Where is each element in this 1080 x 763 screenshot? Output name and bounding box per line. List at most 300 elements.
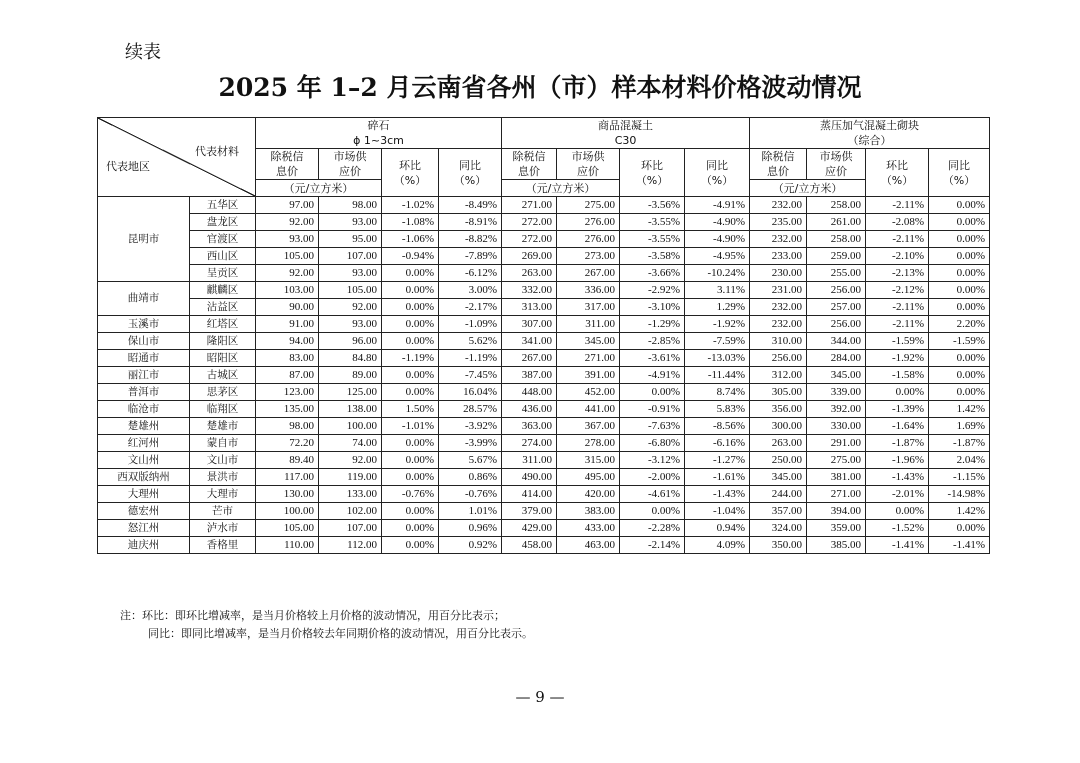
value-cell: 324.00 <box>750 520 807 537</box>
value-cell: 0.00% <box>382 520 439 537</box>
value-cell: -3.66% <box>620 265 685 282</box>
value-cell: 0.00% <box>929 350 990 367</box>
value-cell: 2.20% <box>929 316 990 333</box>
value-cell: 3.00% <box>439 282 502 299</box>
value-cell: 256.00 <box>750 350 807 367</box>
city-cell: 保山市 <box>98 333 190 350</box>
value-cell: -2.12% <box>866 282 929 299</box>
value-cell: 385.00 <box>807 537 866 554</box>
col-mom: 环比 （%） <box>382 149 439 197</box>
value-cell: 436.00 <box>502 401 557 418</box>
value-cell: 357.00 <box>750 503 807 520</box>
city-cell: 文山州 <box>98 452 190 469</box>
value-cell: 495.00 <box>557 469 620 486</box>
value-cell: -2.11% <box>866 316 929 333</box>
table-row <box>98 520 990 537</box>
value-cell: -1.59% <box>929 333 990 350</box>
value-cell: 93.00 <box>256 231 319 248</box>
value-cell: -1.19% <box>439 350 502 367</box>
value-cell: 5.62% <box>439 333 502 350</box>
value-cell: 89.00 <box>319 367 382 384</box>
table-row <box>98 350 990 367</box>
value-cell: 107.00 <box>319 248 382 265</box>
value-cell: 336.00 <box>557 282 620 299</box>
value-cell: -1.29% <box>620 316 685 333</box>
value-cell: -1.43% <box>866 469 929 486</box>
value-cell: 257.00 <box>807 299 866 316</box>
value-cell: -7.63% <box>620 418 685 435</box>
value-cell: 0.00% <box>929 231 990 248</box>
city-cell: 红河州 <box>98 435 190 452</box>
city-cell: 德宏州 <box>98 503 190 520</box>
value-cell: -8.91% <box>439 214 502 231</box>
city-cell: 普洱市 <box>98 384 190 401</box>
value-cell: 267.00 <box>502 350 557 367</box>
value-cell: 92.00 <box>256 214 319 231</box>
col-tax-excl: 除税信 息价 <box>502 149 557 180</box>
col-yoy: 同比 （%） <box>685 149 750 197</box>
value-cell: 300.00 <box>750 418 807 435</box>
district-cell: 芒市 <box>190 503 256 520</box>
value-cell: 0.00% <box>866 503 929 520</box>
value-cell: -2.01% <box>866 486 929 503</box>
value-cell: -3.55% <box>620 231 685 248</box>
value-cell: 276.00 <box>557 214 620 231</box>
table-row <box>98 265 990 282</box>
value-cell: 0.00% <box>382 265 439 282</box>
col-mom: 环比 （%） <box>866 149 929 197</box>
value-cell: 110.00 <box>256 537 319 554</box>
value-cell: 275.00 <box>807 452 866 469</box>
col-market: 市场供 应价 <box>319 149 382 180</box>
value-cell: 452.00 <box>557 384 620 401</box>
value-cell: -0.91% <box>620 401 685 418</box>
col-tax-excl: 除税信 息价 <box>256 149 319 180</box>
value-cell: -2.10% <box>866 248 929 265</box>
value-cell: 414.00 <box>502 486 557 503</box>
note-yoy: 同比：即同比增减率，是当月价格较去年同期价格的波动情况，用百分比表示。 <box>148 627 533 640</box>
table-row <box>98 537 990 554</box>
district-cell: 古城区 <box>190 367 256 384</box>
value-cell: 356.00 <box>750 401 807 418</box>
value-cell: 123.00 <box>256 384 319 401</box>
value-cell: 345.00 <box>807 367 866 384</box>
value-cell: -0.76% <box>439 486 502 503</box>
value-cell: 278.00 <box>557 435 620 452</box>
district-cell: 五华区 <box>190 197 256 214</box>
value-cell: 98.00 <box>319 197 382 214</box>
value-cell: -2.17% <box>439 299 502 316</box>
value-cell: -3.12% <box>620 452 685 469</box>
value-cell: 345.00 <box>557 333 620 350</box>
value-cell: -1.27% <box>685 452 750 469</box>
city-cell: 迪庆州 <box>98 537 190 554</box>
value-cell: 87.00 <box>256 367 319 384</box>
value-cell: -4.90% <box>685 231 750 248</box>
page-number: — 9 — <box>515 688 565 706</box>
value-cell: -1.41% <box>929 537 990 554</box>
value-cell: 0.00% <box>929 265 990 282</box>
value-cell: -13.03% <box>685 350 750 367</box>
value-cell: 1.42% <box>929 401 990 418</box>
value-cell: 272.00 <box>502 214 557 231</box>
table-row <box>98 333 990 350</box>
district-cell: 呈贡区 <box>190 265 256 282</box>
value-cell: 0.00% <box>929 214 990 231</box>
value-cell: 0.96% <box>439 520 502 537</box>
table-row <box>98 486 990 503</box>
city-cell: 楚雄州 <box>98 418 190 435</box>
value-cell: 4.09% <box>685 537 750 554</box>
group-header-gravel: 碎石 ϕ 1~3cm <box>256 118 502 149</box>
col-mom: 环比 （%） <box>620 149 685 197</box>
note-mom: 注：环比：即环比增减率，是当月价格较上月价格的波动情况，用百分比表示； <box>120 609 505 622</box>
value-cell: 0.00% <box>929 197 990 214</box>
value-cell: 130.00 <box>256 486 319 503</box>
value-cell: -2.14% <box>620 537 685 554</box>
value-cell: -6.12% <box>439 265 502 282</box>
value-cell: 100.00 <box>256 503 319 520</box>
value-cell: 5.67% <box>439 452 502 469</box>
table-row <box>98 418 990 435</box>
city-cell: 临沧市 <box>98 401 190 418</box>
page-title: 2025 年 1–2 月云南省各州（市）样本材料价格波动情况 <box>218 73 862 102</box>
district-cell: 官渡区 <box>190 231 256 248</box>
table-row <box>98 435 990 452</box>
value-cell: 83.00 <box>256 350 319 367</box>
value-cell: -1.02% <box>382 197 439 214</box>
value-cell: 0.00% <box>382 384 439 401</box>
value-cell: 97.00 <box>256 197 319 214</box>
value-cell: 383.00 <box>557 503 620 520</box>
value-cell: -8.56% <box>685 418 750 435</box>
value-cell: -1.52% <box>866 520 929 537</box>
value-cell: 98.00 <box>256 418 319 435</box>
value-cell: 117.00 <box>256 469 319 486</box>
value-cell: -2.00% <box>620 469 685 486</box>
district-cell: 昭阳区 <box>190 350 256 367</box>
value-cell: 103.00 <box>256 282 319 299</box>
value-cell: 312.00 <box>750 367 807 384</box>
value-cell: 233.00 <box>750 248 807 265</box>
district-cell: 楚雄市 <box>190 418 256 435</box>
district-cell: 临翔区 <box>190 401 256 418</box>
value-cell: 102.00 <box>319 503 382 520</box>
district-cell: 景洪市 <box>190 469 256 486</box>
value-cell: -1.15% <box>929 469 990 486</box>
value-cell: 107.00 <box>319 520 382 537</box>
value-cell: 231.00 <box>750 282 807 299</box>
value-cell: -3.92% <box>439 418 502 435</box>
value-cell: 463.00 <box>557 537 620 554</box>
value-cell: 0.00% <box>929 248 990 265</box>
value-cell: 256.00 <box>807 282 866 299</box>
value-cell: 0.00% <box>620 384 685 401</box>
value-cell: 269.00 <box>502 248 557 265</box>
value-cell: -1.39% <box>866 401 929 418</box>
value-cell: -2.85% <box>620 333 685 350</box>
value-cell: 5.83% <box>685 401 750 418</box>
value-cell: 8.74% <box>685 384 750 401</box>
value-cell: 0.00% <box>929 367 990 384</box>
value-cell: 135.00 <box>256 401 319 418</box>
value-cell: 90.00 <box>256 299 319 316</box>
value-cell: 16.04% <box>439 384 502 401</box>
value-cell: -7.89% <box>439 248 502 265</box>
value-cell: -2.92% <box>620 282 685 299</box>
value-cell: 258.00 <box>807 231 866 248</box>
value-cell: 92.00 <box>319 452 382 469</box>
table-row <box>98 282 990 299</box>
value-cell: 138.00 <box>319 401 382 418</box>
value-cell: 311.00 <box>502 452 557 469</box>
value-cell: 0.00% <box>382 299 439 316</box>
value-cell: 305.00 <box>750 384 807 401</box>
district-cell: 沾益区 <box>190 299 256 316</box>
table-row <box>98 316 990 333</box>
corner-material-label: 代表材料 <box>195 145 239 158</box>
value-cell: 0.00% <box>929 520 990 537</box>
table-body <box>98 197 990 554</box>
value-cell: 392.00 <box>807 401 866 418</box>
value-cell: 72.20 <box>256 435 319 452</box>
value-cell: 379.00 <box>502 503 557 520</box>
col-tax-excl: 除税信 息价 <box>750 149 807 180</box>
col-yoy: 同比 （%） <box>439 149 502 197</box>
value-cell: 92.00 <box>319 299 382 316</box>
value-cell: 2.04% <box>929 452 990 469</box>
value-cell: 256.00 <box>807 316 866 333</box>
value-cell: 345.00 <box>750 469 807 486</box>
value-cell: 94.00 <box>256 333 319 350</box>
district-cell: 思茅区 <box>190 384 256 401</box>
continued-label: 续表 <box>125 42 161 63</box>
value-cell: -1.08% <box>382 214 439 231</box>
value-cell: 93.00 <box>319 316 382 333</box>
value-cell: 89.40 <box>256 452 319 469</box>
value-cell: 363.00 <box>502 418 557 435</box>
value-cell: 84.80 <box>319 350 382 367</box>
value-cell: 441.00 <box>557 401 620 418</box>
value-cell: 105.00 <box>256 520 319 537</box>
value-cell: -2.08% <box>866 214 929 231</box>
city-cell: 丽江市 <box>98 367 190 384</box>
col-yoy: 同比 （%） <box>929 149 990 197</box>
value-cell: 105.00 <box>319 282 382 299</box>
value-cell: 3.11% <box>685 282 750 299</box>
value-cell: -3.55% <box>620 214 685 231</box>
value-cell: 0.00% <box>866 384 929 401</box>
value-cell: -4.95% <box>685 248 750 265</box>
value-cell: 255.00 <box>807 265 866 282</box>
value-cell: 263.00 <box>750 435 807 452</box>
table-row <box>98 299 990 316</box>
value-cell: 0.00% <box>620 503 685 520</box>
table-row <box>98 197 990 214</box>
value-cell: 307.00 <box>502 316 557 333</box>
table-row <box>98 469 990 486</box>
value-cell: -10.24% <box>685 265 750 282</box>
city-cell: 大理州 <box>98 486 190 503</box>
district-cell: 西山区 <box>190 248 256 265</box>
value-cell: 0.00% <box>382 316 439 333</box>
value-cell: 271.00 <box>502 197 557 214</box>
value-cell: -2.28% <box>620 520 685 537</box>
value-cell: 367.00 <box>557 418 620 435</box>
corner-cell <box>98 118 256 197</box>
value-cell: 267.00 <box>557 265 620 282</box>
value-cell: -11.44% <box>685 367 750 384</box>
value-cell: -1.19% <box>382 350 439 367</box>
value-cell: 263.00 <box>502 265 557 282</box>
value-cell: -2.13% <box>866 265 929 282</box>
value-cell: 339.00 <box>807 384 866 401</box>
value-cell: 1.29% <box>685 299 750 316</box>
value-cell: 1.50% <box>382 401 439 418</box>
value-cell: 271.00 <box>557 350 620 367</box>
value-cell: 1.01% <box>439 503 502 520</box>
value-cell: -1.92% <box>685 316 750 333</box>
value-cell: 232.00 <box>750 316 807 333</box>
city-cell: 昭通市 <box>98 350 190 367</box>
value-cell: 0.00% <box>382 367 439 384</box>
value-cell: 391.00 <box>557 367 620 384</box>
city-cell: 怒江州 <box>98 520 190 537</box>
value-cell: 258.00 <box>807 197 866 214</box>
price-table <box>97 117 990 554</box>
value-cell: 317.00 <box>557 299 620 316</box>
value-cell: -1.61% <box>685 469 750 486</box>
value-cell: 276.00 <box>557 231 620 248</box>
value-cell: 344.00 <box>807 333 866 350</box>
value-cell: -7.59% <box>685 333 750 350</box>
value-cell: -1.59% <box>866 333 929 350</box>
value-cell: 420.00 <box>557 486 620 503</box>
value-cell: -1.41% <box>866 537 929 554</box>
value-cell: 1.69% <box>929 418 990 435</box>
value-cell: 92.00 <box>256 265 319 282</box>
value-cell: 0.00% <box>929 282 990 299</box>
district-cell: 麒麟区 <box>190 282 256 299</box>
table-row <box>98 503 990 520</box>
table-row <box>98 367 990 384</box>
value-cell: 330.00 <box>807 418 866 435</box>
value-cell: -1.96% <box>866 452 929 469</box>
value-cell: 284.00 <box>807 350 866 367</box>
value-cell: -2.11% <box>866 231 929 248</box>
value-cell: 275.00 <box>557 197 620 214</box>
value-cell: 315.00 <box>557 452 620 469</box>
value-cell: -0.76% <box>382 486 439 503</box>
value-cell: 458.00 <box>502 537 557 554</box>
district-cell: 泸水市 <box>190 520 256 537</box>
value-cell: -1.01% <box>382 418 439 435</box>
value-cell: 0.94% <box>685 520 750 537</box>
value-cell: 272.00 <box>502 231 557 248</box>
group-header-block: 蒸压加气混凝土砌块 （综合） <box>750 118 990 149</box>
district-cell: 红塔区 <box>190 316 256 333</box>
value-cell: -14.98% <box>929 486 990 503</box>
value-cell: 232.00 <box>750 231 807 248</box>
value-cell: 261.00 <box>807 214 866 231</box>
table-row <box>98 401 990 418</box>
value-cell: 0.00% <box>382 452 439 469</box>
value-cell: 259.00 <box>807 248 866 265</box>
city-cell: 西双版纳州 <box>98 469 190 486</box>
value-cell: 74.00 <box>319 435 382 452</box>
value-cell: 341.00 <box>502 333 557 350</box>
value-cell: 310.00 <box>750 333 807 350</box>
value-cell: 291.00 <box>807 435 866 452</box>
district-cell: 隆阳区 <box>190 333 256 350</box>
value-cell: 0.00% <box>382 282 439 299</box>
value-cell: 394.00 <box>807 503 866 520</box>
value-cell: 311.00 <box>557 316 620 333</box>
value-cell: 232.00 <box>750 197 807 214</box>
value-cell: 230.00 <box>750 265 807 282</box>
value-cell: 433.00 <box>557 520 620 537</box>
unit-label: （元/立方米） <box>256 180 382 197</box>
value-cell: 0.00% <box>382 537 439 554</box>
value-cell: -8.82% <box>439 231 502 248</box>
value-cell: 313.00 <box>502 299 557 316</box>
value-cell: 350.00 <box>750 537 807 554</box>
value-cell: 0.00% <box>382 469 439 486</box>
district-cell: 香格里 <box>190 537 256 554</box>
value-cell: -4.61% <box>620 486 685 503</box>
value-cell: 119.00 <box>319 469 382 486</box>
value-cell: 332.00 <box>502 282 557 299</box>
value-cell: 232.00 <box>750 299 807 316</box>
value-cell: -3.61% <box>620 350 685 367</box>
table-row <box>98 452 990 469</box>
value-cell: -3.99% <box>439 435 502 452</box>
value-cell: 271.00 <box>807 486 866 503</box>
value-cell: -2.11% <box>866 299 929 316</box>
value-cell: 0.86% <box>439 469 502 486</box>
corner-region-label: 代表地区 <box>106 160 150 173</box>
unit-label: （元/立方米） <box>750 180 866 197</box>
value-cell: 125.00 <box>319 384 382 401</box>
value-cell: 0.00% <box>382 503 439 520</box>
value-cell: -1.09% <box>439 316 502 333</box>
col-market: 市场供 应价 <box>557 149 620 180</box>
value-cell: 93.00 <box>319 265 382 282</box>
city-cell: 玉溪市 <box>98 316 190 333</box>
value-cell: -4.91% <box>620 367 685 384</box>
value-cell: -1.64% <box>866 418 929 435</box>
value-cell: 490.00 <box>502 469 557 486</box>
value-cell: 100.00 <box>319 418 382 435</box>
value-cell: 112.00 <box>319 537 382 554</box>
value-cell: 359.00 <box>807 520 866 537</box>
value-cell: 0.92% <box>439 537 502 554</box>
value-cell: -1.92% <box>866 350 929 367</box>
district-cell: 蒙自市 <box>190 435 256 452</box>
group-header-concrete: 商品混凝土 C30 <box>502 118 750 149</box>
district-cell: 文山市 <box>190 452 256 469</box>
value-cell: 250.00 <box>750 452 807 469</box>
value-cell: 0.00% <box>382 333 439 350</box>
value-cell: -8.49% <box>439 197 502 214</box>
value-cell: -0.94% <box>382 248 439 265</box>
table-row <box>98 231 990 248</box>
value-cell: 0.00% <box>929 384 990 401</box>
value-cell: -2.11% <box>866 197 929 214</box>
value-cell: 0.00% <box>929 299 990 316</box>
value-cell: 91.00 <box>256 316 319 333</box>
value-cell: -3.58% <box>620 248 685 265</box>
